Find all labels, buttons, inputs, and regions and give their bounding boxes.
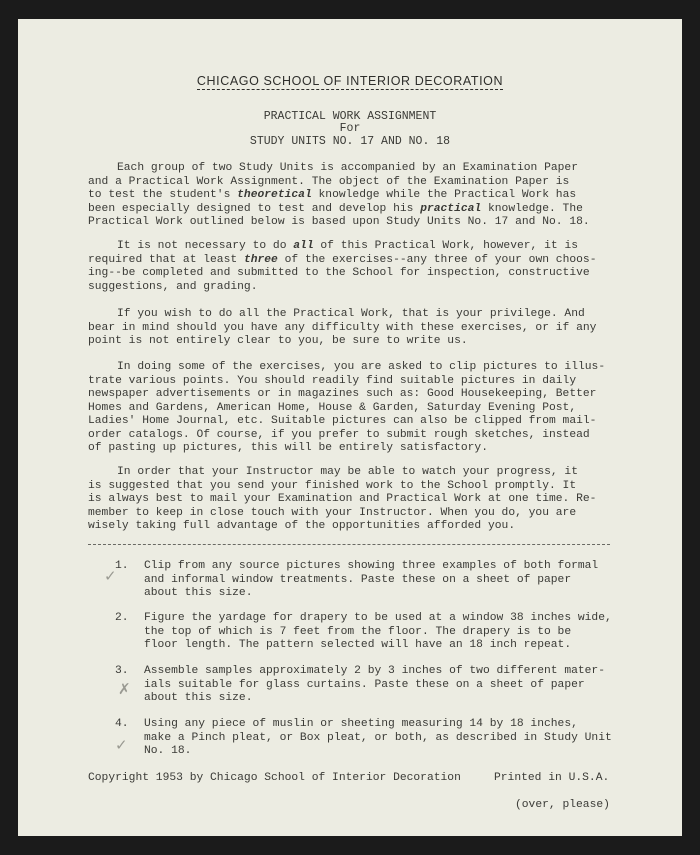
check-mark-icon: ✓ bbox=[115, 736, 128, 754]
assignment-units: STUDY UNITS NO. 17 AND NO. 18 bbox=[249, 135, 451, 148]
school-name: CHICAGO SCHOOL OF INTERIOR DECORATION bbox=[196, 74, 504, 88]
printed-notice: Printed in U.S.A. bbox=[494, 772, 610, 784]
document-page: CHICAGO SCHOOL OF INTERIOR DECORATION PRACTICAL WORK ASSIGNMENT For STUDY UNITS NO. 17 AND NO. 18 Each group of two Study Units is accompanied by an Examination Paper and a Practical Work Assignment. The object of the Examination Paper is to test the student's theoretical knowledge while the Practical Work has been especially designed to test and develop his practical knowledge. The Practical Work outlined below is based upon Study Units No. 17 and No. 18. It is not necessary to do all of this Practical Work, however, it is required that at least three of the exercises--any three of your own choos- ing--be completed and submitted to the School for inspection, constructive suggestions, and grading. If you wish to do all the Practical Work, that is your privilege. And bear in mind should you have any difficulty with these exercises, or if any point is not entirely clear to you, be sure to write us. In doing some of the exercises, you are asked to clip pictures to illus- trate various points. You should readily find suitable pictures in daily newspaper advertisements or in magazines such as: Good Housekeeping, Better Homes and Gardens, American Home, House & Garden, Saturday Evening Post, Ladies' Home Journal, etc. Suitable pictures can also be clipped from mail- order catalogs. Of course, if you prefer to submit rough sketches, instead of pasting up pictures, this will be entirely satisfactory. In order that your Instructor may be able to watch your progress, it is suggested that you send your finished work to the School promptly. It is always best to mail your Examination and Practical Work at one time. Re- member to keep in close touch with your Instructor. When you do, you are wisely taking full advantage of the opportunities afforded you. ✓ ✗ ✓ 1. Clip from any source pictures showing three examples of both formal and informal window treatments. Paste these on a sheet of paper about this size. 2. Figure the yardage for drapery to be used at a window 38 inches wide, the top of which is 7 feet from the floor. The drapery is to be floor length. The pattern selected will have an 18 inch repeat. 3. Assemble samples approximately 2 by 3 inches of two different mater- ials suitable for glass curtains. Paste these on a sheet of paper about this size. 4. Using any piece of muslin or sheeting measuring 14 by 18 inches, make a Pinch pleat, or Box pleat, or both, as described in Study Unit No. 18. Copyright 1953 by Chicago School of Interior Decoration Printed in U.S.A. (over, please) bbox=[18, 19, 682, 836]
emphasis-three: three bbox=[243, 253, 278, 266]
emphasis-theoretical: theoretical bbox=[237, 189, 312, 201]
assignment-for: For bbox=[339, 122, 361, 135]
divider bbox=[88, 544, 610, 545]
cross-mark-icon: ✗ bbox=[118, 680, 131, 698]
check-mark-icon: ✓ bbox=[104, 567, 117, 585]
paragraph-privilege: If you wish to do all the Practical Work, that is your privilege. And bear in mind should you have any difficulty with these exercises, or if any point is not entirely clear to you, be sure to write us. bbox=[88, 308, 597, 347]
assignment-title: PRACTICAL WORK ASSIGNMENT bbox=[263, 110, 437, 123]
paragraph-pictures: In doing some of the exercises, you are asked to clip pictures to illus- trate various points. You should readily find suitable pictures in daily newspaper advertisements or in magazines such as: Good Housekeeping, Better Homes and Gardens, American Home, House & Garden, Saturday Evening Post, Ladies' Home Journal, etc. Suitable pictures can also be clipped from mail- order catalogs. Of course, if you prefer to submit rough sketches, instead of pasting up pictures, this will be entirely satisfactory. bbox=[88, 361, 606, 454]
copyright-notice: Copyright 1953 by Chicago School of Interior Decoration bbox=[88, 772, 461, 784]
emphasis-all: all bbox=[293, 240, 314, 252]
paragraph-intro: Each group of two Study Units is accompanied by an Examination Paper and a Practical Work Assignment. The object of the Examination Paper is to test the student's theoretical knowledge while the Practical Work has been especially designed to test and develop his practical knowledge. The Practical Work outlined below is based upon Study Units No. 17 and No. 18. bbox=[88, 162, 590, 228]
paragraph-progress: In order that your Instructor may be able to watch your progress, it is suggested that you send your finished work to the School promptly. It is always best to mail your Examination and Practical Work at one time. Re- member to keep in close touch with your Instructor. When you do, you are wisely taking full advantage of the opportunities afforded you. bbox=[88, 466, 597, 532]
emphasis-practical: practical bbox=[420, 202, 482, 215]
over-please-note: (over, please) bbox=[515, 799, 610, 811]
paragraph-requirements: It is not necessary to do all of this Practical Work, however, it is required that at least three of the exercises--any three of your own choos- ing--be completed and submitted to the School for inspection, constructive suggestions, and grading. bbox=[88, 240, 597, 293]
